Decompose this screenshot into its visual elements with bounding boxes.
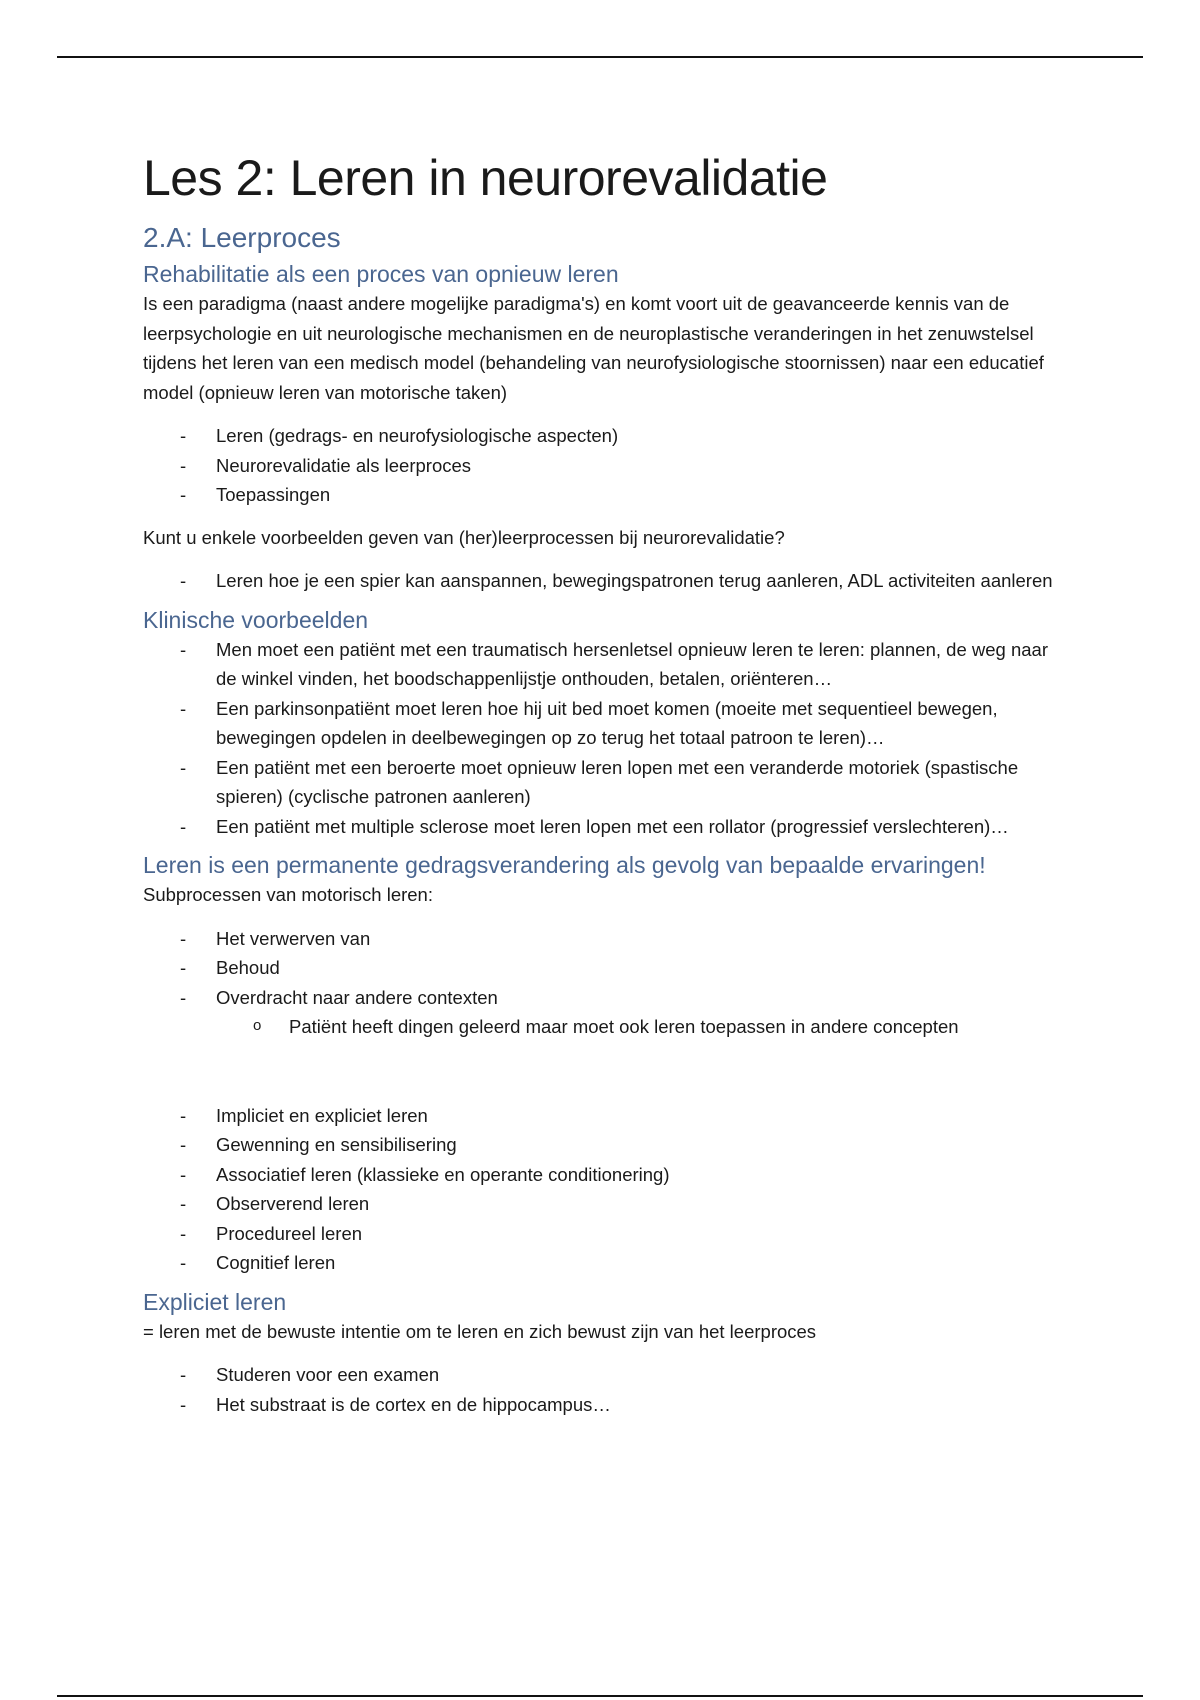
list-item-text: Overdracht naar andere contexten <box>216 986 498 1008</box>
bottom-rule <box>57 1695 1143 1697</box>
rehab-list <box>143 421 1073 510</box>
list-item: - Behoud <box>143 953 1073 983</box>
list-item: - Neurorevalidatie als leerproces <box>143 451 1073 481</box>
document-body <box>143 148 1073 1419</box>
list-item: - Een patiënt met een beroerte moet opnieuw leren lopen met een veranderde motoriek (spastische spieren) (cyclische patronen aanleren) <box>143 753 1073 812</box>
page-title: Les 2: Leren in neurorevalidatie <box>143 150 828 206</box>
list-item: - Associatief leren (klassieke en operante conditionering) <box>143 1160 1073 1190</box>
learning-types-list <box>143 1101 1073 1278</box>
list-item: - Cognitief leren <box>143 1248 1073 1278</box>
expliciet-list <box>143 1360 1073 1419</box>
list-item: - Toepassingen <box>143 480 1073 510</box>
list-item: - Observerend leren <box>143 1189 1073 1219</box>
list-item: - Studeren voor een examen <box>143 1360 1073 1390</box>
subheading-klinische-voorbeelden: Klinische voorbeelden <box>143 606 369 633</box>
list-item: - Het substraat is de cortex en de hippocampus… <box>143 1390 1073 1420</box>
clinical-list <box>143 635 1073 842</box>
sub-list <box>216 1012 1073 1042</box>
subheading-permanente-gedragsverandering: Leren is een permanente gedragsverandering als gevolg van bepaalde ervaringen! <box>143 852 986 878</box>
list-item: - Een parkinsonpatiënt moet leren hoe hij uit bed moet komen (moeite met sequentieel bewegen, bewegingen opdelen in deelbewegingen op zo terug het totaal patroon te leren)… <box>143 694 1073 753</box>
list-item: - Een patiënt met multiple sclerose moet leren lopen met een rollator (progressief verslechteren)… <box>143 812 1073 842</box>
list-item: - Leren (gedrags- en neurofysiologische aspecten) <box>143 421 1073 451</box>
top-rule <box>57 56 1143 58</box>
list-item: - Gewenning en sensibilisering <box>143 1130 1073 1160</box>
rehab-paragraph: Is een paradigma (naast andere mogelijke paradigma's) en komt voort uit de geavanceerde kennis van de leerpsychologie en uit neurologische mechanismen en de neuroplastische veranderingen in het zenuwstelsel tijdens het leren van een medisch model (behandeling van neurofysiologische stoornissen) naar een educatief model (opnieuw leren van motorische taken) <box>143 293 1044 403</box>
section-heading-leerproces: 2.A: Leerproces <box>143 222 341 253</box>
rehab-question: Kunt u enkele voorbeelden geven van (her)leerprocessen bij neurorevalidatie? <box>143 526 785 548</box>
expliciet-definition: = leren met de bewuste intentie om te leren en zich bewust zijn van het leerproces <box>143 1320 817 1342</box>
subheading-expliciet-leren: Expliciet leren <box>143 1288 287 1315</box>
subprocessen-intro: Subprocessen van motorisch leren: <box>143 884 433 905</box>
list-item: - Procedureel leren <box>143 1219 1073 1249</box>
list-item: - Men moet een patiënt met een traumatisch hersenletsel opnieuw leren te leren: plannen, de weg naar de winkel vinden, het boodschappenlijstje onthouden, betalen, oriënteren… <box>143 635 1073 694</box>
subprocessen-list <box>143 924 1073 1042</box>
subheading-rehabilitatie: Rehabilitatie als een proces van opnieuw leren <box>143 261 619 287</box>
list-item: - Het verwerven van <box>143 924 1073 954</box>
list-item: - Impliciet en expliciet leren <box>143 1101 1073 1131</box>
rehab-answers <box>143 566 1073 596</box>
list-item: - Leren hoe je een spier kan aanspannen, bewegingspatronen terug aanleren, ADL activiteiten aanleren <box>143 566 1073 596</box>
list-item <box>143 983 1073 1042</box>
sub-list-item: o Patiënt heeft dingen geleerd maar moet ook leren toepassen in andere concepten <box>216 1012 1073 1042</box>
